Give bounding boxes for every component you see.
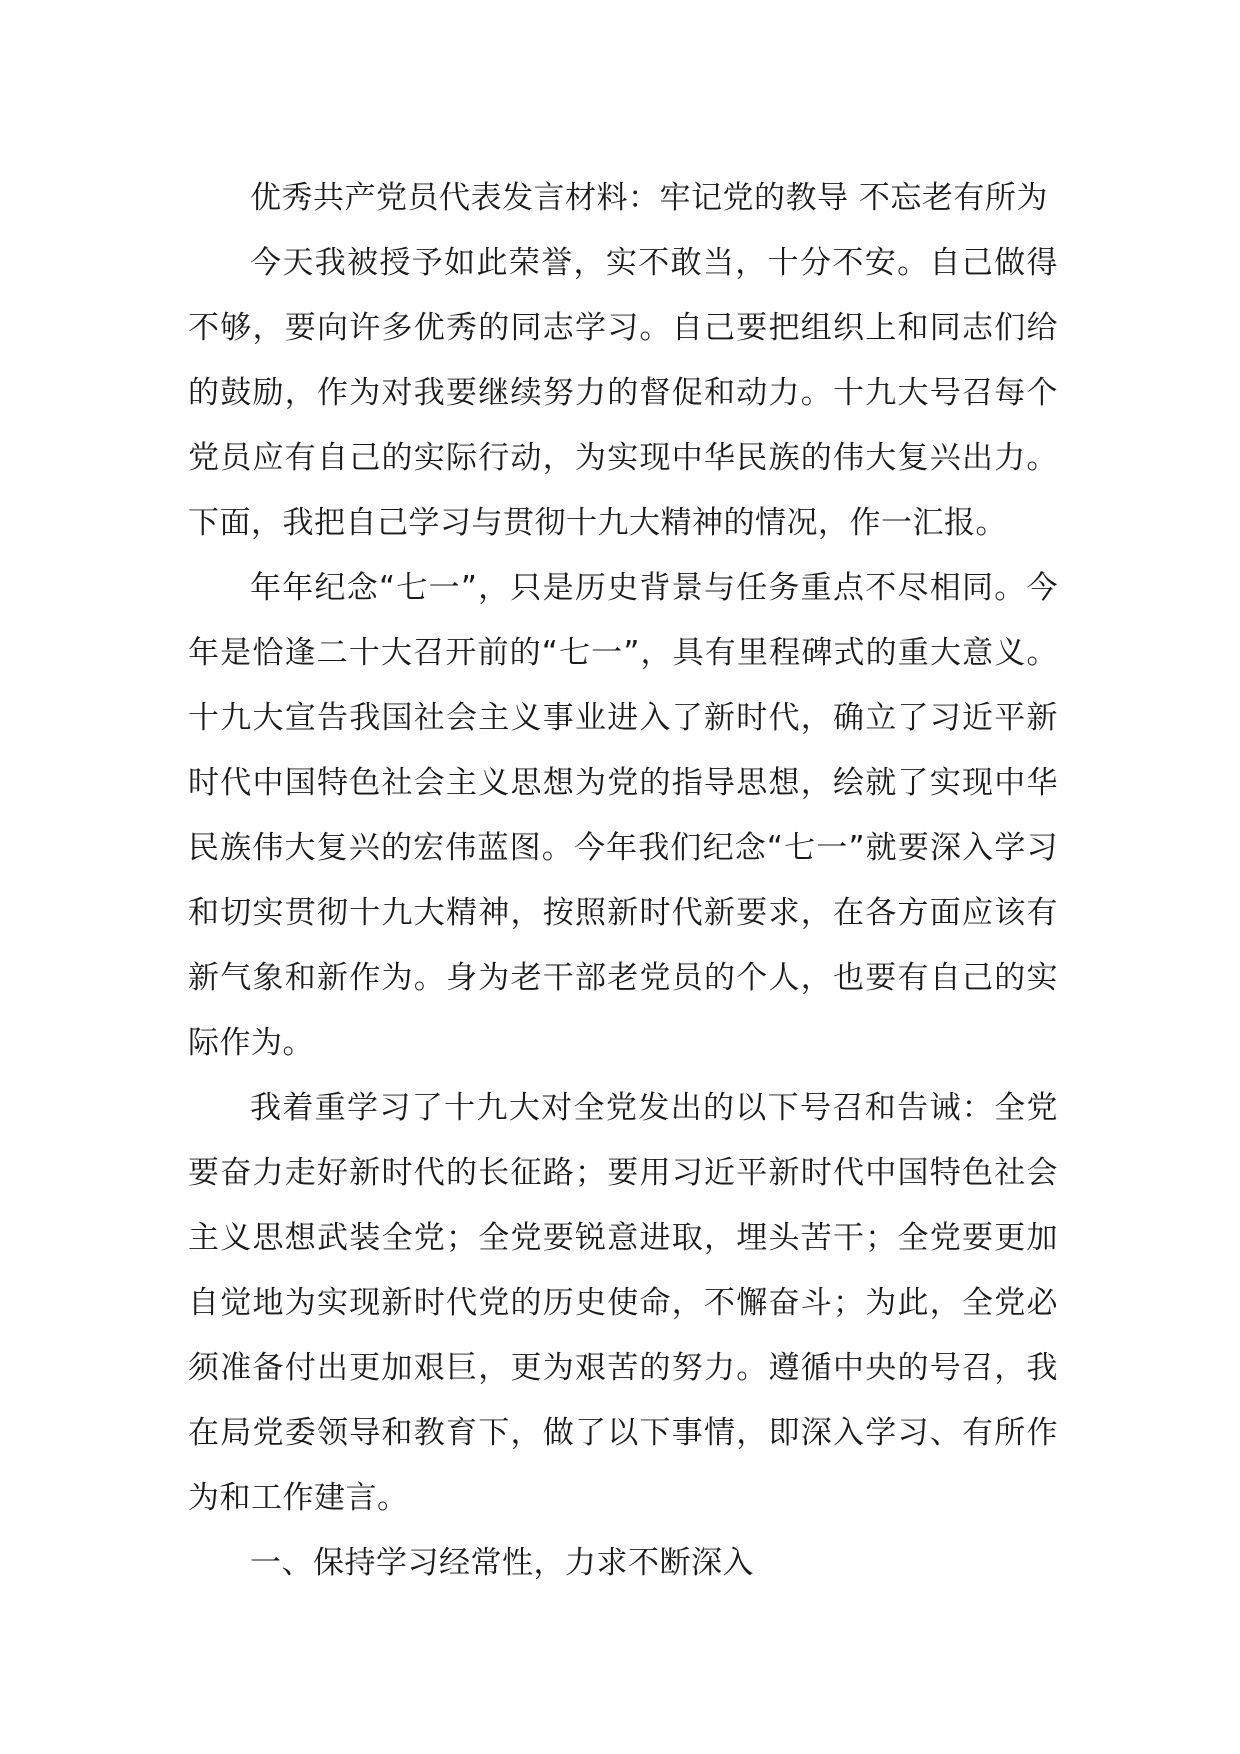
paragraph-1: 今天我被授予如此荣誉，实不敢当，十分不安。自己做得不够，要向许多优秀的同志学习。自己要把组织上和同志们给的鼓励，作为对我要继续努力的督促和动力。十九大号召每个党员应有自己的实际行动，为实现中华民族的伟大复兴出力。下面，我把自己学习与贯彻十九大精神的情况，作一汇报。 <box>188 245 1058 541</box>
section-heading: 一、保持学习经常性，力求不断深入 <box>250 1545 754 1581</box>
paragraph-3: 我着重学习了十九大对全党发出的以下号召和告诫：全党要奋力走好新时代的长征路；要用习近平新时代中国特色社会主义思想武装全党；全党要锐意进取，埋头苦干；全党要更加自觉地为实现新时代党的历史使命，不懈奋斗；为此，全党必须准备付出更加艰巨，更为艰苦的努力。遵循中央的号召，我在局党委领导和教育下，做了以下事情，即深入学习、有所作为和工作建言。 <box>188 1090 1058 1516</box>
paragraph-2: 年年纪念“七一”，只是历史背景与任务重点不尽相同。今年是恰逢二十大召开前的“七一”，具有里程碑式的重大意义。十九大宣告我国社会主义事业进入了新时代，确立了习近平新时代中国特色社会主义思想为党的指导思想，绘就了实现中华民族伟大复兴的宏伟蓝图。今年我们纪念“七一”就要深入学习和切实贯彻十九大精神，按照新时代新要求，在各方面应该有新气象和新作为。身为老干部老党员的个人，也要有自己的实际作为。 <box>188 570 1058 1061</box>
document-body <box>188 166 1058 1596</box>
document-title: 优秀共产党员代表发言材料：牢记党的教导 不忘老有所为 <box>250 180 1048 216</box>
